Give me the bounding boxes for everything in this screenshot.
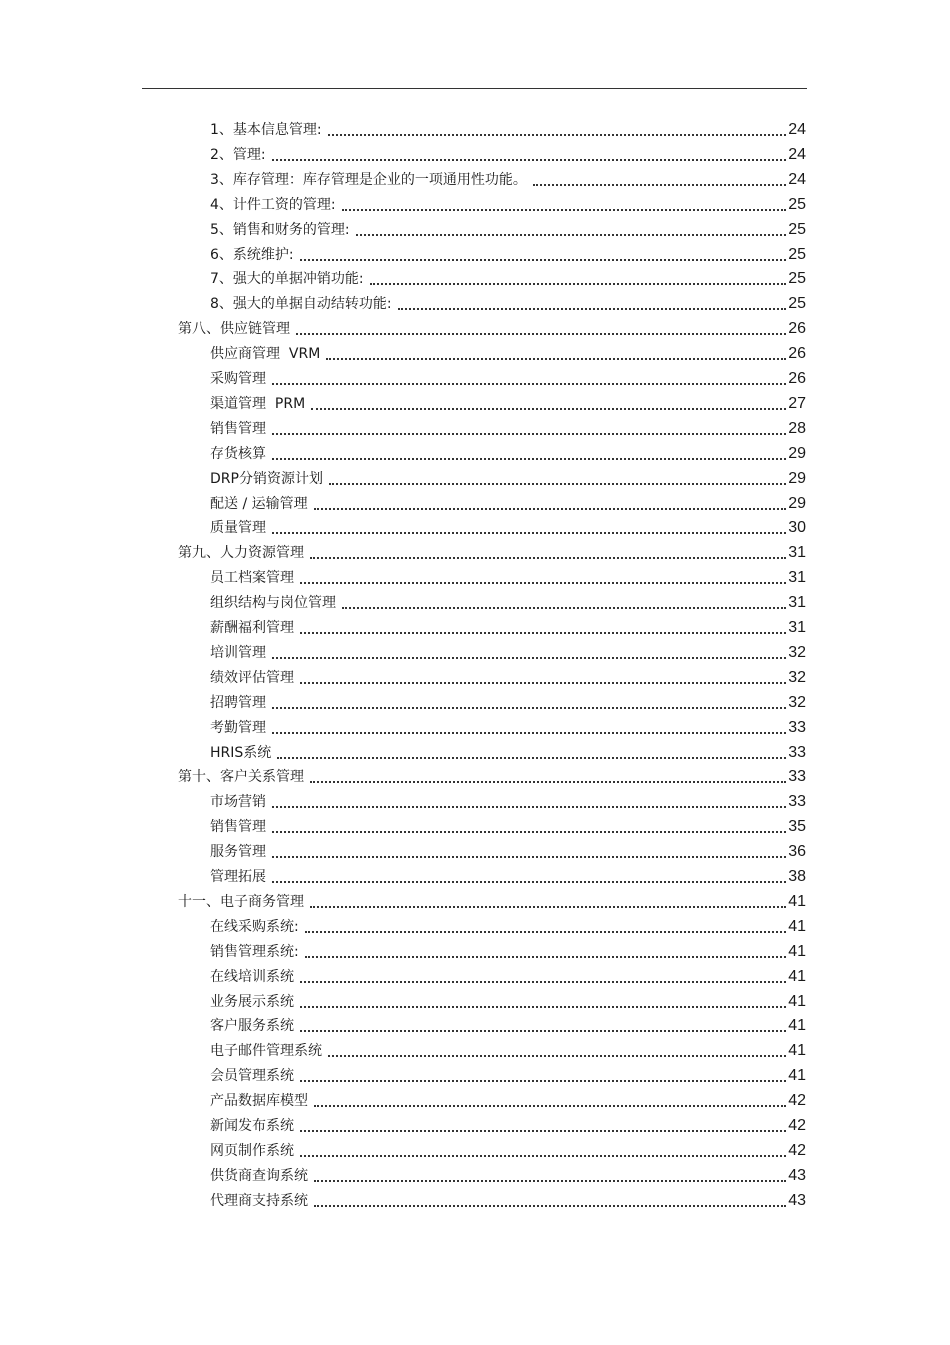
toc-dot-leader xyxy=(300,631,786,634)
toc-entry[interactable] xyxy=(210,565,806,587)
toc-entry-label: 5、销售和财务的管理: xyxy=(210,221,350,238)
toc-entry-label: 第九、人力资源管理 xyxy=(178,545,304,562)
toc-dot-leader xyxy=(300,581,786,584)
toc-entry-label: 存货核算 xyxy=(210,445,266,462)
toc-dot-leader xyxy=(533,183,786,186)
toc-entry-label: 组织结构与岗位管理 xyxy=(210,595,336,612)
toc-entry[interactable] xyxy=(178,316,806,338)
toc-dot-leader xyxy=(329,482,786,485)
toc-dot-leader xyxy=(314,1104,786,1107)
toc-dot-leader xyxy=(272,457,786,460)
toc-dot-leader xyxy=(328,1054,786,1057)
toc-dot-leader xyxy=(300,1029,786,1032)
toc-dot-leader xyxy=(314,1179,786,1182)
toc-entry-page: 26 xyxy=(788,370,806,387)
toc-entry-label: 供货商查询系统 xyxy=(210,1167,308,1184)
toc-entry[interactable] xyxy=(210,665,806,687)
toc-entry-page: 33 xyxy=(788,768,806,786)
toc-entry-page: 26 xyxy=(788,345,806,363)
toc-entry[interactable] xyxy=(210,789,806,811)
toc-entry-label: 销售管理 xyxy=(210,819,266,836)
toc-entry[interactable] xyxy=(210,1188,806,1210)
toc-dot-leader xyxy=(310,780,786,783)
toc-entry[interactable] xyxy=(210,590,806,612)
toc-entry-label: 质量管理 xyxy=(210,520,266,537)
toc-entry-page: 29 xyxy=(788,494,806,512)
toc-entry-label: 新闻发布系统 xyxy=(210,1118,294,1134)
toc-entry-page: 26 xyxy=(788,320,806,338)
toc-entry-page: 28 xyxy=(788,419,806,437)
toc-entry[interactable] xyxy=(210,217,806,239)
toc-entry-label: 管理拓展 xyxy=(210,869,266,885)
toc-entry-label: 代理商支持系统 xyxy=(210,1192,308,1209)
toc-dot-leader xyxy=(398,307,786,310)
toc-entry-page: 41 xyxy=(788,892,806,910)
toc-entry-page: 32 xyxy=(788,693,806,711)
toc-dot-leader xyxy=(300,1005,786,1008)
toc-entry-page: 25 xyxy=(788,245,806,263)
toc-entry[interactable] xyxy=(210,864,806,886)
toc-entry[interactable] xyxy=(210,117,806,139)
toc-entry[interactable] xyxy=(210,690,806,712)
toc-dot-leader xyxy=(277,756,786,759)
toc-dot-leader xyxy=(300,1154,786,1157)
toc-entry[interactable] xyxy=(210,1038,806,1060)
toc-entry-label: 4、计件工资的管理: xyxy=(210,196,336,213)
toc-entry[interactable] xyxy=(210,341,806,363)
toc-dot-leader xyxy=(310,905,786,908)
toc-entry-label: 采购管理 xyxy=(210,371,266,387)
toc-entry-page: 31 xyxy=(788,594,806,612)
toc-entry[interactable] xyxy=(210,964,806,986)
toc-entry-page: 38 xyxy=(788,868,806,885)
toc-entry[interactable] xyxy=(210,640,806,662)
toc-entry-label: 绩效评估管理 xyxy=(210,669,294,686)
toc-entry-page: 41 xyxy=(788,967,806,985)
toc-entry[interactable] xyxy=(210,1163,806,1185)
toc-dot-leader xyxy=(272,880,786,883)
toc-entry[interactable] xyxy=(210,291,806,313)
toc-entry-page: 31 xyxy=(788,569,806,587)
toc-entry-label: 第八、供应链管理 xyxy=(178,321,290,338)
toc-dot-leader xyxy=(272,706,786,709)
toc-entry-page: 41 xyxy=(788,1042,806,1060)
toc-entry-label: 在线培训系统 xyxy=(210,968,294,985)
toc-dot-leader xyxy=(326,357,786,360)
toc-dot-leader xyxy=(356,233,786,236)
toc-entry[interactable] xyxy=(210,515,806,537)
toc-dot-leader xyxy=(311,407,786,410)
toc-entry-label: 7、强大的单据冲销功能: xyxy=(210,271,364,288)
toc-entry-page: 31 xyxy=(788,544,806,562)
toc-entry-page: 42 xyxy=(788,1092,806,1110)
toc-entry[interactable] xyxy=(210,416,806,438)
toc-entry-page: 41 xyxy=(788,1017,806,1035)
toc-entry-label: 客户服务系统 xyxy=(210,1018,294,1035)
toc-entry-label: 招聘管理 xyxy=(210,694,266,711)
toc-entry[interactable] xyxy=(210,491,806,513)
toc-dot-leader xyxy=(342,208,786,211)
toc-entry-label: 2、管理: xyxy=(210,146,266,163)
toc-dot-leader xyxy=(272,805,786,808)
toc-dot-leader xyxy=(272,830,786,833)
toc-entry[interactable] xyxy=(210,989,806,1011)
toc-entry[interactable] xyxy=(178,889,806,911)
toc-entry-page: 36 xyxy=(788,843,806,861)
toc-entry-page: 43 xyxy=(788,1191,806,1209)
toc-entry-page: 25 xyxy=(788,270,806,288)
toc-entry[interactable] xyxy=(210,1013,806,1035)
toc-entry-page: 41 xyxy=(788,917,806,935)
toc-entry[interactable] xyxy=(210,914,806,936)
toc-entry-label: 培训管理 xyxy=(210,644,266,661)
toc-entry-page: 29 xyxy=(788,469,806,487)
toc-dot-leader xyxy=(314,1204,786,1207)
toc-entry[interactable] xyxy=(210,715,806,737)
toc-dot-leader xyxy=(300,1129,786,1132)
toc-entry-label: 电子邮件管理系统 xyxy=(210,1043,322,1060)
toc-entry[interactable] xyxy=(178,764,806,786)
toc-entry-label: 3、库存管理：库存管理是企业的一项通用性功能。 xyxy=(210,171,527,188)
toc-entry-page: 33 xyxy=(788,793,806,811)
toc-dot-leader xyxy=(272,855,786,858)
toc-entry-page: 33 xyxy=(788,743,806,761)
toc-entry-label: 考勤管理 xyxy=(210,719,266,736)
toc-entry-label: 员工档案管理 xyxy=(210,570,294,587)
toc-entry-label: 销售管理系统: xyxy=(210,943,299,960)
toc-entry-label: 8、强大的单据自动结转功能: xyxy=(210,296,392,313)
toc-entry-page: 31 xyxy=(788,619,806,636)
toc-dot-leader xyxy=(272,531,786,534)
toc-entry-label: 渠道管理 PRM xyxy=(210,395,306,412)
toc-entry-label: 6、系统维护: xyxy=(210,246,294,263)
toc-entry-label: HRIS系统 xyxy=(210,744,272,761)
toc-entry-page: 29 xyxy=(788,444,806,462)
toc-entry-label: DRP分销资源计划 xyxy=(210,470,323,487)
toc-dot-leader xyxy=(305,930,786,933)
toc-entry-label: 业务展示系统 xyxy=(210,993,294,1010)
toc-entry-page: 24 xyxy=(788,170,806,188)
toc-entry[interactable] xyxy=(210,1113,806,1135)
toc-dot-leader xyxy=(272,731,786,734)
toc-entry-page: 33 xyxy=(788,718,806,736)
toc-entry-label: 网页制作系统 xyxy=(210,1142,294,1159)
toc-entry-page: 35 xyxy=(788,818,806,836)
toc-dot-leader xyxy=(328,133,786,136)
toc-entry-page: 43 xyxy=(788,1166,806,1184)
toc-dot-leader xyxy=(314,507,786,510)
toc-entry[interactable] xyxy=(210,466,806,488)
toc-entry-page: 24 xyxy=(788,121,806,138)
toc-dot-leader xyxy=(300,681,786,684)
toc-entry[interactable] xyxy=(210,167,806,189)
toc-entry[interactable] xyxy=(210,839,806,861)
toc-entry-page: 25 xyxy=(788,295,806,313)
toc-entry[interactable] xyxy=(210,740,806,762)
toc-entry-page: 41 xyxy=(788,992,806,1010)
toc-entry-page: 32 xyxy=(788,643,806,661)
toc-entry[interactable] xyxy=(210,1063,806,1085)
toc-entry-label: 会员管理系统 xyxy=(210,1068,294,1085)
toc-entry[interactable] xyxy=(210,242,806,264)
toc-entry[interactable] xyxy=(210,615,806,637)
toc-entry[interactable] xyxy=(210,142,806,164)
toc-entry[interactable] xyxy=(210,192,806,214)
toc-dot-leader xyxy=(272,158,786,161)
toc-entry-label: 供应商管理 VRM xyxy=(210,346,321,363)
toc-dot-leader xyxy=(370,282,786,285)
toc-entry-page: 25 xyxy=(788,220,806,238)
toc-dot-leader xyxy=(272,382,786,385)
toc-entry-label: 十一、电子商务管理 xyxy=(178,893,304,910)
toc-dot-leader xyxy=(342,606,786,609)
toc-entry-page: 42 xyxy=(788,1117,806,1134)
toc-entry-page: 30 xyxy=(788,519,806,537)
toc-entry-page: 32 xyxy=(788,668,806,686)
toc-dot-leader xyxy=(272,432,786,435)
toc-entry-page: 27 xyxy=(788,394,806,412)
toc-entry[interactable] xyxy=(210,391,806,413)
toc-dot-leader xyxy=(300,1079,786,1082)
toc-entry-page: 24 xyxy=(788,145,806,163)
toc-dot-leader xyxy=(300,980,786,983)
toc-dot-leader xyxy=(305,955,786,958)
header-rule xyxy=(142,88,807,89)
toc-entry-label: 配送 / 运输管理 xyxy=(210,495,308,512)
toc-entry-page: 41 xyxy=(788,942,806,960)
toc-entry[interactable] xyxy=(210,441,806,463)
toc-dot-leader xyxy=(310,556,786,559)
toc-entry[interactable] xyxy=(178,540,806,562)
toc-entry-page: 42 xyxy=(788,1141,806,1159)
toc-entry-label: 第十、客户关系管理 xyxy=(178,769,304,786)
toc-entry-label: 薪酬福利管理 xyxy=(210,620,294,636)
toc-dot-leader xyxy=(296,332,786,335)
toc-dot-leader xyxy=(272,656,786,659)
toc-entry-label: 服务管理 xyxy=(210,844,266,861)
toc-entry-label: 在线采购系统: xyxy=(210,918,299,935)
toc-entry[interactable] xyxy=(210,266,806,288)
toc-entry[interactable] xyxy=(210,366,806,388)
toc-entry[interactable] xyxy=(210,1088,806,1110)
toc-entry-page: 41 xyxy=(788,1067,806,1085)
toc-entry-label: 市场营销 xyxy=(210,794,266,811)
toc-dot-leader xyxy=(300,258,786,261)
toc-entry-label: 销售管理 xyxy=(210,420,266,437)
toc-entry-label: 产品数据库模型 xyxy=(210,1093,308,1110)
toc-entry[interactable] xyxy=(210,814,806,836)
toc-entry[interactable] xyxy=(210,1138,806,1160)
toc-entry[interactable] xyxy=(210,939,806,961)
toc-entry-page: 25 xyxy=(788,195,806,213)
toc-entry-label: 1、基本信息管理: xyxy=(210,122,322,138)
